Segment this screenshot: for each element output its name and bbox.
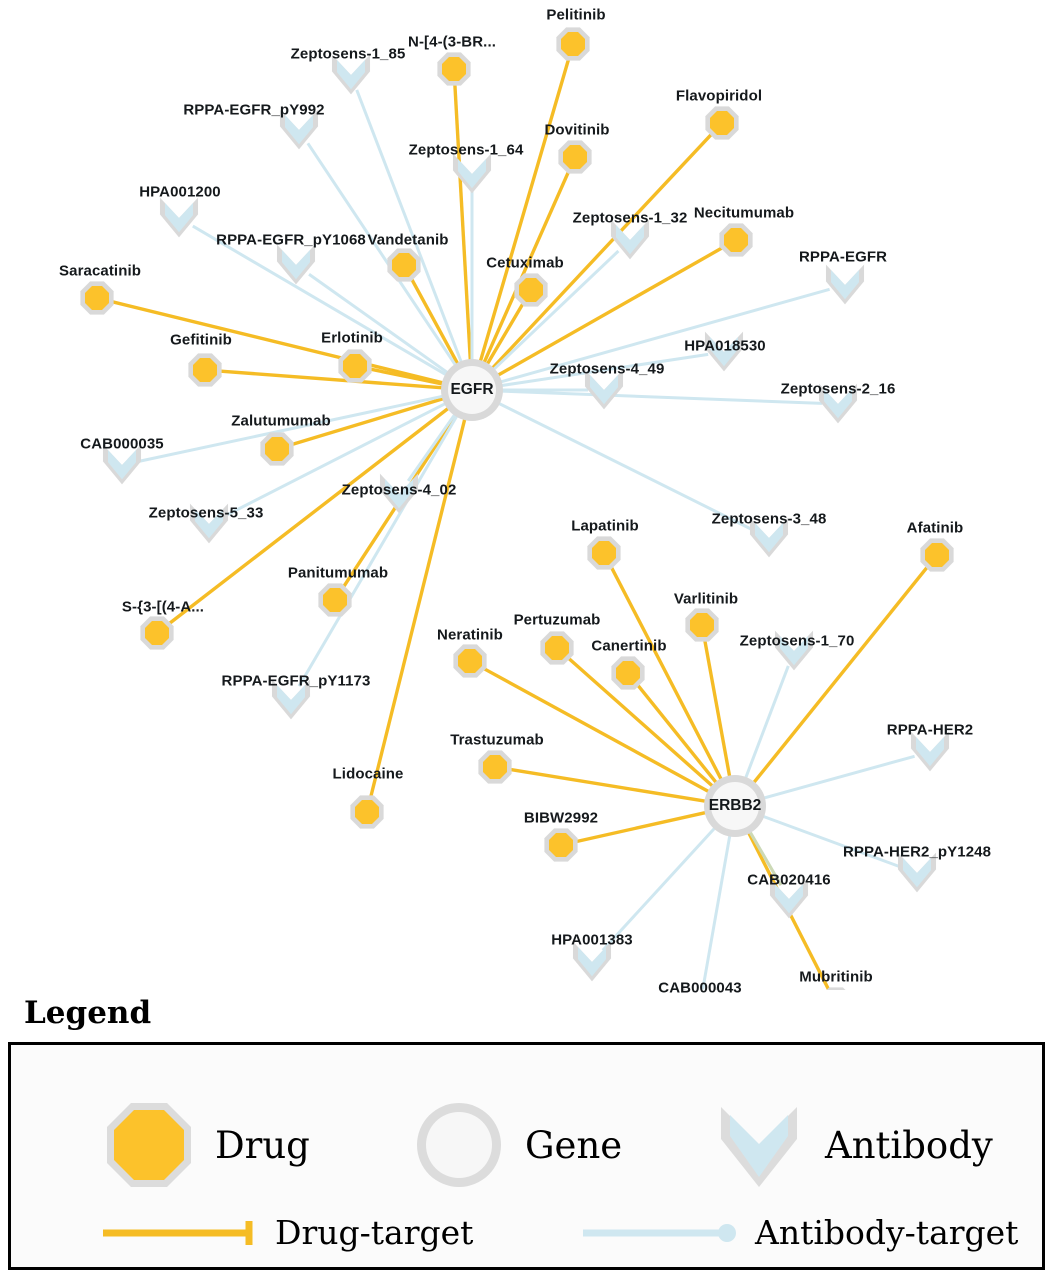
legend-antibody-item [711,1097,993,1193]
legend-drug-target-label: Drug-target [275,1213,474,1252]
legend-title: Legend [24,995,152,1031]
antibody-node[interactable] [831,270,859,299]
node-label: Afatinib [906,519,964,537]
drug-node[interactable] [561,32,585,56]
drug-node[interactable] [458,649,482,673]
node-label: Varlitinib [673,590,739,608]
gene-node-label: EGFR [450,381,494,398]
drug-node[interactable] [85,286,109,310]
drug-node[interactable] [145,621,169,645]
antibody-node[interactable] [285,115,313,144]
node-label: Zeptosens-1_32 [572,209,688,227]
antibody-node[interactable] [337,60,365,89]
drug-node[interactable] [925,543,949,567]
node-label: HPA001200 [139,183,221,201]
node-label: Canertinib [591,637,667,655]
drug-node[interactable] [519,278,543,302]
node-label: Gefitinib [170,331,232,349]
legend-antibody-target-label: Antibody-target [755,1213,1019,1252]
gene-node-label: ERBB2 [708,797,762,814]
node-label: Lidocaine [332,765,404,783]
drug-node[interactable] [549,833,573,857]
node-label: Lapatinib [571,517,639,535]
drug-node[interactable] [323,588,347,612]
node-label: Zalutumumab [231,412,331,430]
drug-node[interactable] [483,755,507,779]
legend-drug-label: Drug [215,1123,310,1167]
node-label: Necitumumab [693,204,795,222]
node-label: HPA018530 [684,337,766,355]
antibody-node[interactable] [903,858,931,887]
drug-node[interactable] [265,437,289,461]
drug-node[interactable] [193,358,217,382]
legend-drug-item [101,1097,310,1193]
node-label: Zeptosens-1_64 [408,141,524,159]
node-label: CAB000043 [658,979,742,997]
node-label: Zeptosens-4_02 [341,481,457,499]
drug-node[interactable] [442,57,466,81]
vee-icon [711,1097,807,1193]
drug-node-halo [819,987,852,990]
node-label: RPPA-EGFR_pY1173 [221,672,371,690]
node-label: Erlotinib [321,329,383,347]
node-label: BIBW2992 [523,809,599,827]
antibody-target-edge-icon [581,1218,741,1248]
node-label: RPPA-EGFR [798,248,888,266]
legend-gene-label: Gene [525,1123,623,1167]
legend-antibody-target-item [581,1213,1018,1252]
node-label: Neratinib [437,626,503,644]
antibody-node[interactable] [458,159,486,188]
antibody-node[interactable] [282,250,310,279]
antibody-node[interactable] [578,947,606,976]
node-label: Flavopiridol [675,87,763,105]
node-label: Zeptosens-2_16 [780,380,896,398]
node-label: Zeptosens-5_33 [148,504,264,522]
drug-target-edge-icon [101,1218,261,1248]
node-label: Zeptosens-1_85 [290,45,406,63]
antibody-node[interactable] [916,737,944,766]
drug-node[interactable] [392,253,416,277]
drug-node[interactable] [545,636,569,660]
node-label: RPPA-HER2_pY1248 [842,843,992,861]
node-label: S-{3-[(4-A... [121,598,205,616]
node-label: Panitumumab [287,564,389,582]
node-label: RPPA-EGFR_pY1068 [216,231,366,249]
node-label: Pertuzumab [513,611,601,629]
node-label: Saracatinib [59,262,141,280]
drug-node[interactable] [616,661,640,685]
node-label: Dovitinib [544,121,610,139]
node-label: CAB020416 [747,871,831,889]
node-label: Cetuximab [486,254,564,272]
node-label: RPPA-HER2 [886,721,974,739]
drug-node[interactable] [724,228,748,252]
node-label: Trastuzumab [450,731,544,749]
node-label: N-[4-(3-BR... [408,33,496,51]
drug-node[interactable] [710,111,734,135]
drug-node[interactable] [355,800,379,824]
node-label: Mubritinib [799,968,873,986]
circle-icon [411,1097,507,1193]
node-label: Zeptosens-3_48 [711,510,827,528]
octagon-icon [101,1097,197,1193]
drug-node[interactable] [592,541,616,565]
drug-node[interactable] [563,145,587,169]
antibody-node[interactable] [108,450,136,479]
node-label: HPA001383 [551,931,633,949]
legend-drug-target-item [101,1213,473,1252]
node-label: RPPA-EGFR_pY992 [183,101,325,119]
node-label: Zeptosens-4_49 [549,360,665,378]
node-label: Vandetanib [367,231,449,249]
drug-node[interactable] [690,613,714,637]
legend-gene-item [411,1097,622,1193]
node-label: Pelitinib [546,6,606,24]
legend-antibody-label: Antibody [825,1123,993,1167]
legend-box [8,1042,1045,1270]
node-label: Zeptosens-1_70 [739,632,855,650]
antibody-node[interactable] [165,203,193,232]
drug-node[interactable] [343,354,367,378]
node-label: CAB000035 [80,435,164,453]
antibody-node[interactable] [590,375,618,404]
